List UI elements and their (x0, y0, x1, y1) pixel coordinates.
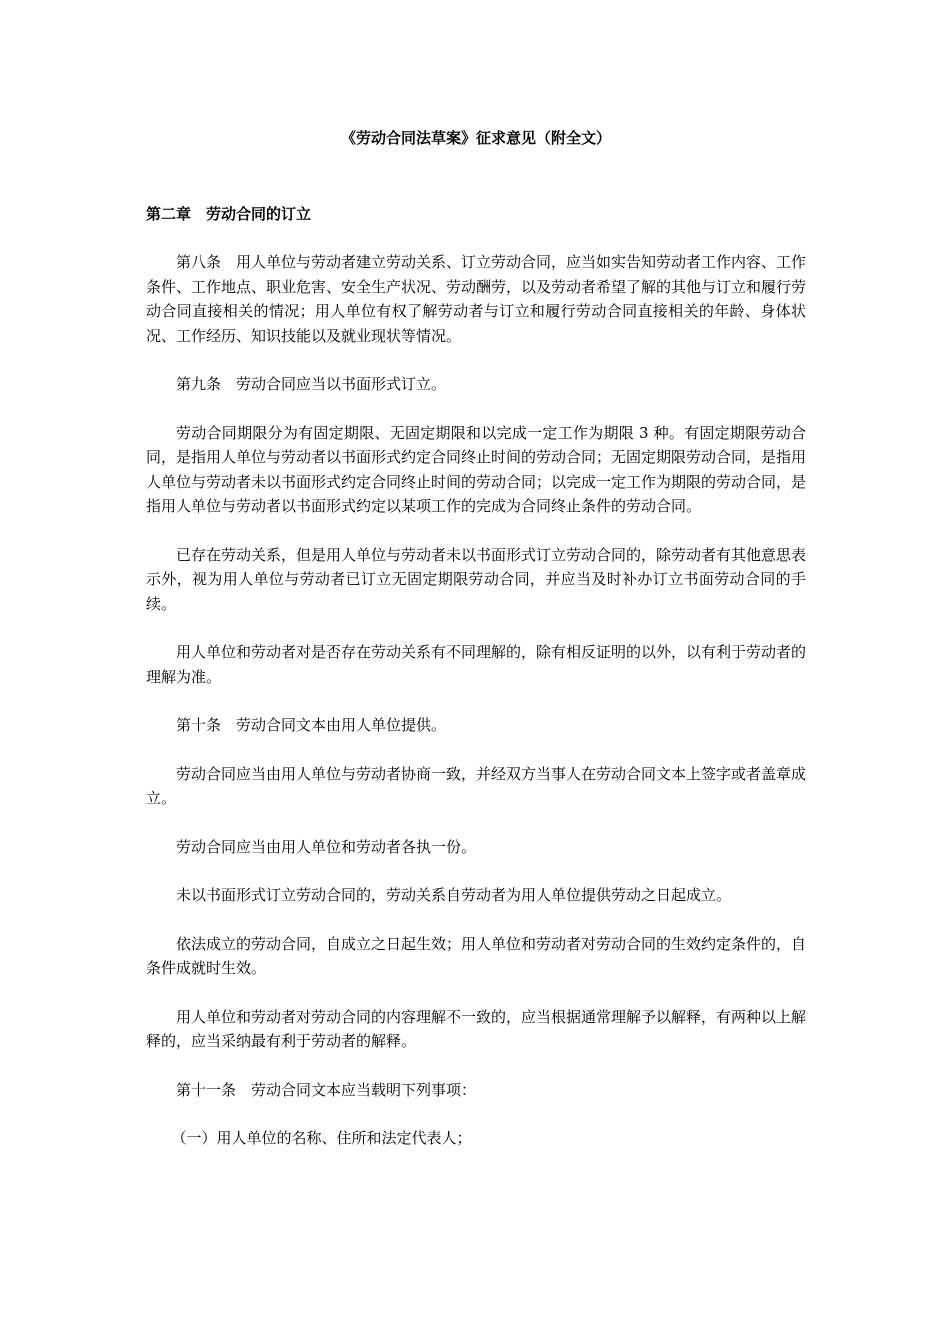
unwritten-contract-paragraph: 未以书面形式订立劳动合同的，劳动关系自劳动者为用人单位提供劳动之日起成立。 (176, 886, 732, 904)
list-item-1: （一）用人单位的名称、住所和法定代表人； (171, 1129, 472, 1147)
document-body (146, 250, 806, 1175)
chapter-heading: 第二章 劳动合同的订立 (146, 205, 312, 223)
contract-term-paragraph: 劳动合同期限分为有固定期限、无固定期限和以完成一定工作为期限 3 种。有固定期限劳动合同，是指用人单位与劳动者以书面形式约定合同终止时间的劳动合同；无固定期限劳动合同，是指用人单位与劳动者未以书面形式约定合同终止时间的劳动合同；以完成一定工作为期限的劳动合同，是指用人单位与劳动者以书面形式约定以某项工作的完成为合同终止条件的劳动合同。 (146, 423, 807, 515)
article-9-paragraph: 第九条 劳动合同应当以书面形式订立。 (176, 375, 447, 393)
contract-formation-paragraph: 劳动合同应当由用人单位与劳动者协商一致，并经双方当事人在劳动合同文本上签字或者盖章成立。 (146, 764, 807, 807)
article-11-paragraph: 第十一条 劳动合同文本应当载明下列事项： (176, 1080, 477, 1099)
dispute-interpretation-paragraph: 用人单位和劳动者对是否存在劳动关系有不同理解的，除有相反证明的以外，以有利于劳动者的理解为准。 (146, 643, 807, 686)
article-8-paragraph: 第八条 用人单位与劳动者建立劳动关系、订立劳动合同，应当如实告知劳动者工作内容、工作条件、工作地点、职业危害、安全生产状况、劳动酬劳，以及劳动者希望了解的其他与订立和履行劳动合同直接相关的情况；用人单位有权了解劳动者与订立和履行劳动合同直接相关的年龄、身体状况、工作经历、知识技能以及就业现状等情况。 (146, 253, 807, 345)
contract-effect-paragraph: 依法成立的劳动合同，自成立之日起生效；用人单位和劳动者对劳动合同的生效约定条件的，自条件成就时生效。 (146, 934, 807, 977)
document-title: 《劳动合同法草案》征求意见（附全文） (340, 129, 611, 147)
existing-relation-paragraph: 已存在劳动关系，但是用人单位与劳动者未以书面形式订立劳动合同的，除劳动者有其他意思表示外，视为用人单位与劳动者已订立无固定期限劳动合同，并应当及时补办订立书面劳动合同的手续。 (146, 545, 807, 613)
contract-copies-paragraph: 劳动合同应当由用人单位和劳动者各执一份。 (176, 837, 477, 856)
article-10-paragraph: 第十条 劳动合同文本由用人单位提供。 (176, 716, 447, 734)
content-interpretation-paragraph: 用人单位和劳动者对劳动合同的内容理解不一致的，应当根据通常理解予以解释，有两种以上解释的，应当采纳最有利于劳动者的解释。 (146, 1007, 807, 1050)
